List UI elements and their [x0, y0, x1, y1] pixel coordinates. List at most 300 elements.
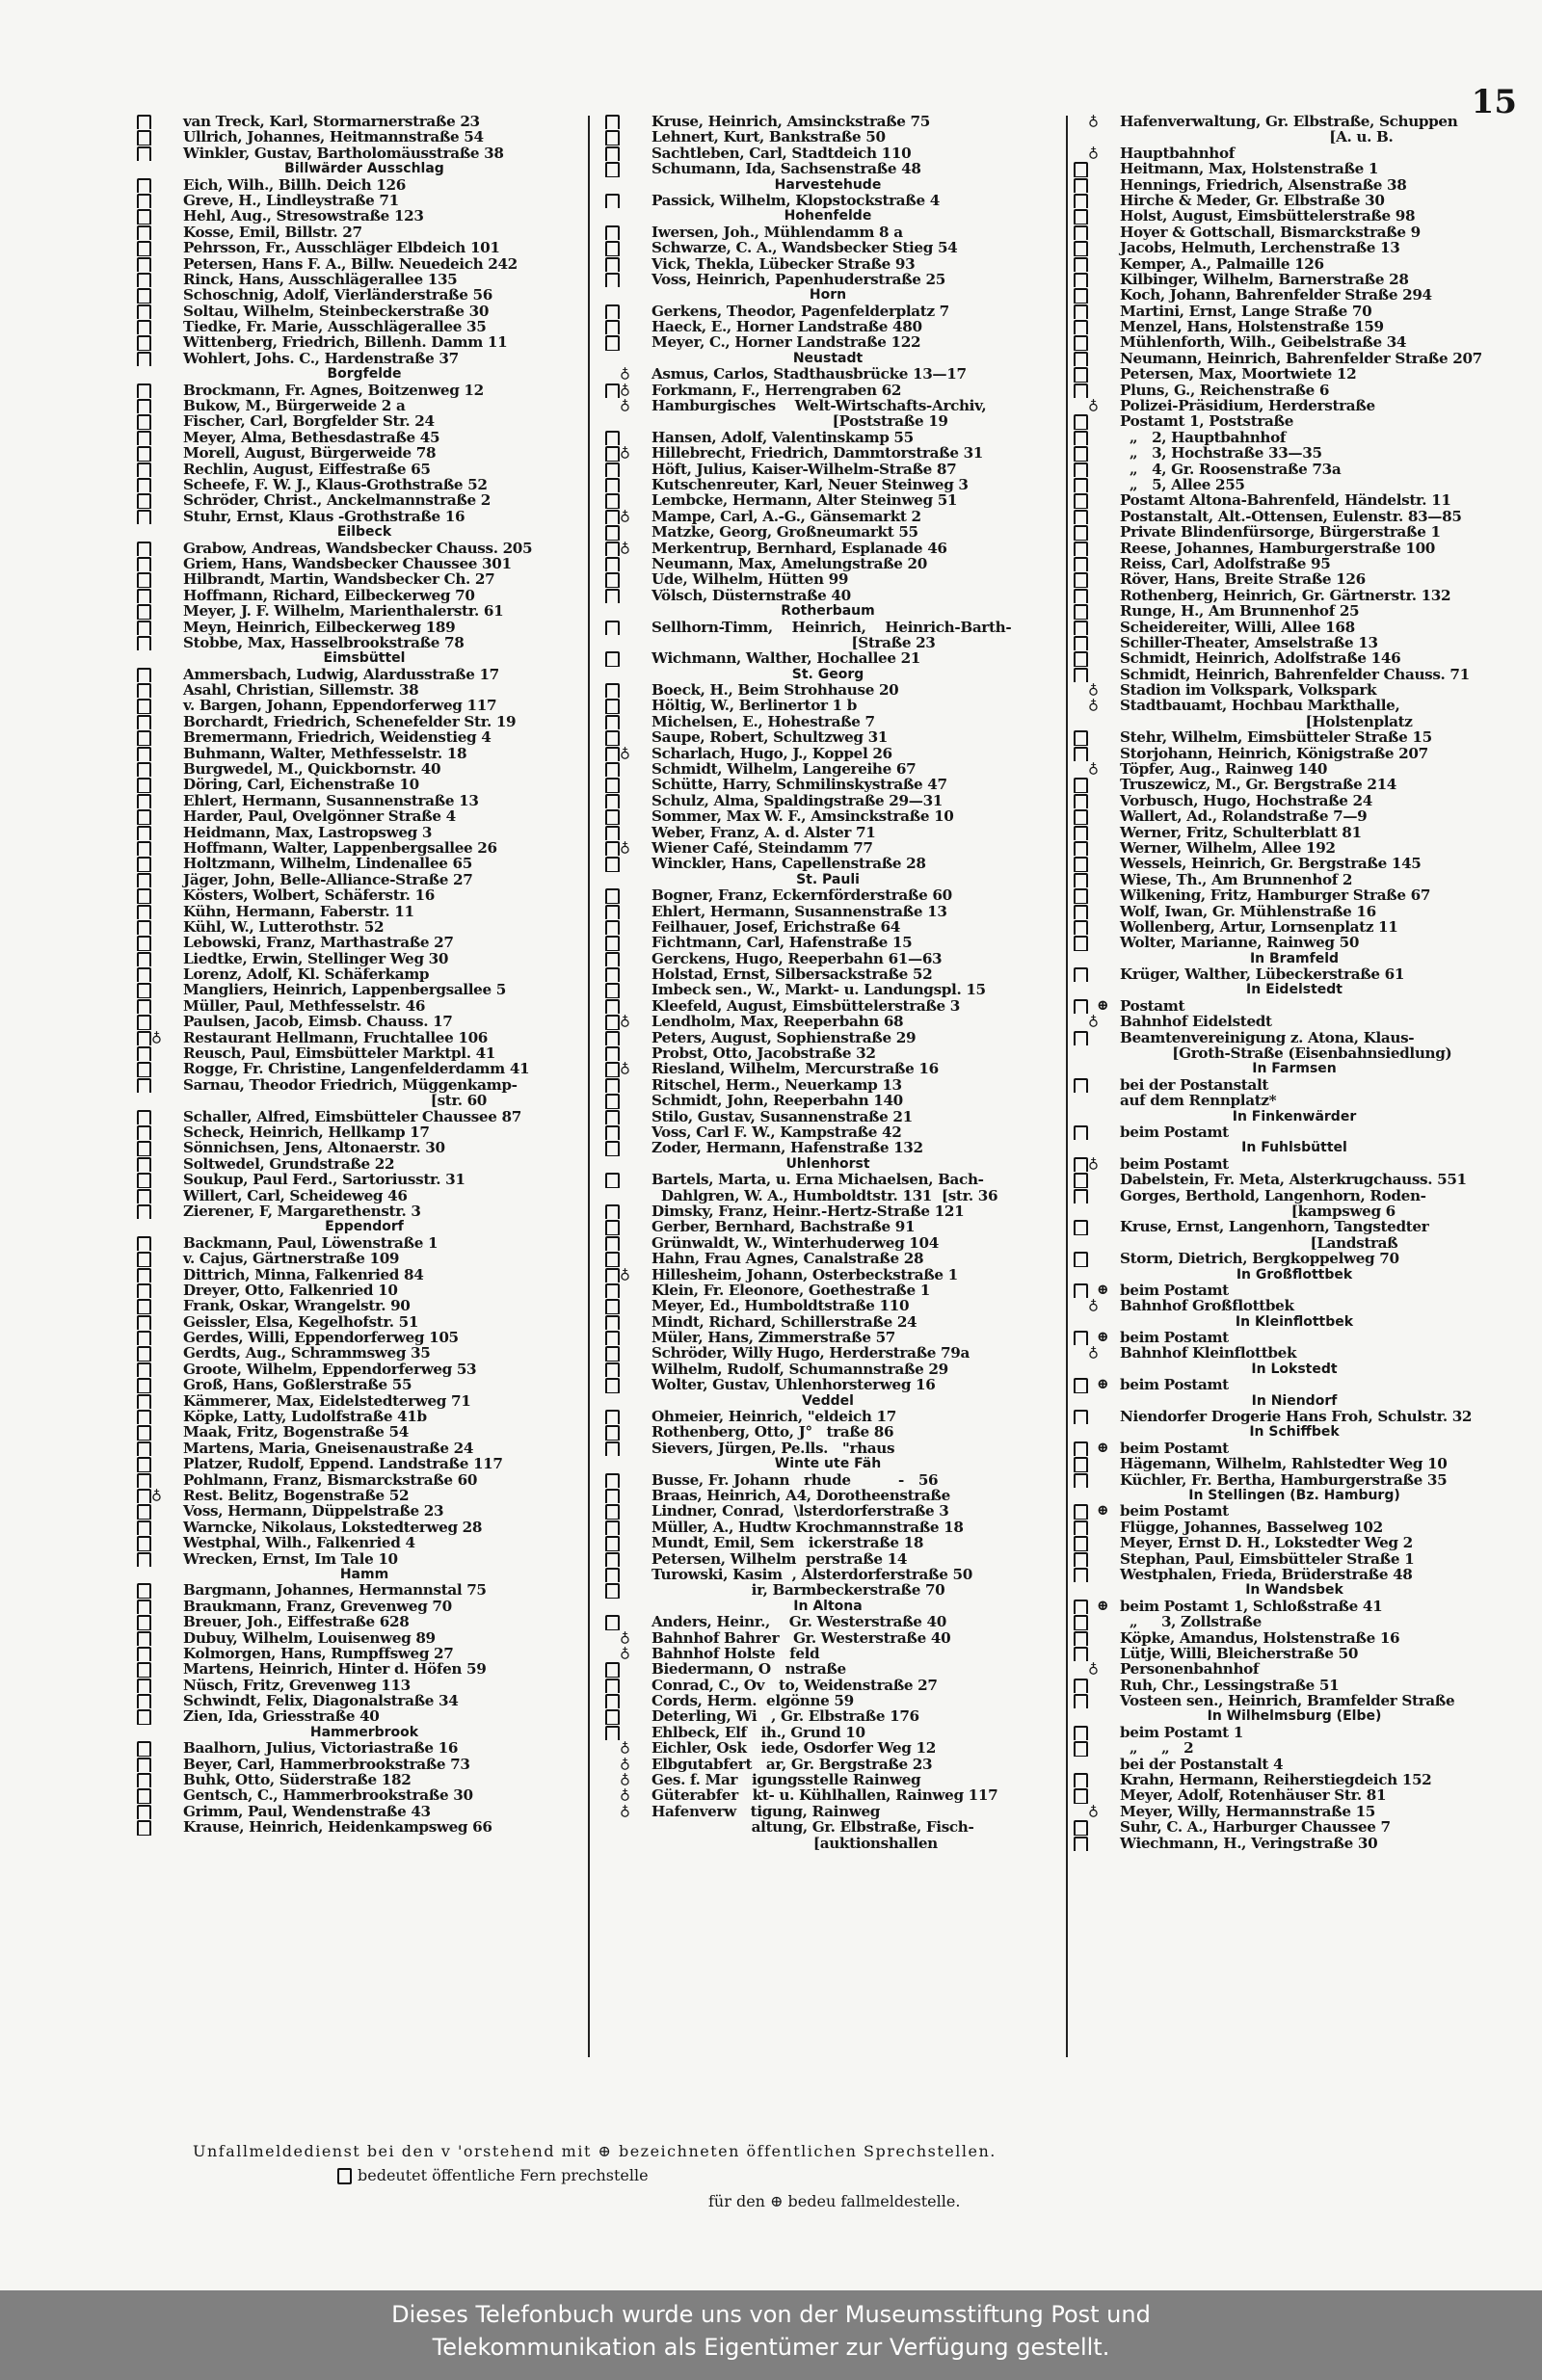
- bell-icon: ♁: [620, 1756, 630, 1772]
- entry-markers: [605, 399, 650, 413]
- entry-markers: [137, 178, 181, 193]
- public-phone-icon: [605, 162, 620, 176]
- bell-icon: ♁: [1088, 145, 1099, 161]
- directory-entry: [603, 1535, 1052, 1550]
- entry-markers: [1074, 399, 1118, 413]
- entry-text: Ohmeier, Heinrich, "eldeich 17: [651, 1409, 896, 1425]
- entry-text: Hillebrecht, Friedrich, Dammtorstraße 31: [651, 445, 984, 462]
- entry-text: Klein, Fr. Eleonore, Goethestraße 1: [651, 1282, 930, 1299]
- entry-markers: [605, 1473, 650, 1488]
- directory-entry: [1072, 919, 1517, 935]
- directory-entry: [1072, 904, 1517, 919]
- directory-entry: [135, 145, 594, 161]
- entry-markers: [137, 1441, 181, 1456]
- directory-entry: [1072, 287, 1517, 303]
- entry-markers: [605, 762, 650, 777]
- entry-markers: [1074, 1189, 1118, 1203]
- directory-entry: [135, 430, 594, 445]
- public-phone-icon: [137, 478, 151, 492]
- directory-entry: [603, 1772, 1052, 1787]
- directory-entry: [135, 1614, 594, 1629]
- entry-markers: [1074, 794, 1118, 808]
- directory-entry: [135, 1772, 594, 1787]
- district-heading: Horn: [809, 287, 847, 304]
- directory-entry: [603, 445, 1052, 461]
- directory-entry: [135, 477, 594, 492]
- directory-entry: [603, 413, 1052, 429]
- entry-markers: [1074, 478, 1118, 492]
- entry-markers: [137, 794, 181, 808]
- entry-markers: [1074, 1252, 1118, 1266]
- directory-entry: [135, 1061, 594, 1076]
- public-phone-icon: [137, 273, 151, 287]
- public-phone-icon: [137, 1173, 151, 1187]
- directory-entry: [1072, 351, 1517, 366]
- entry-markers: [1074, 241, 1118, 255]
- entry-text: Meyer, Ernst D. H., Lokstedter Weg 2: [1120, 1535, 1413, 1551]
- entry-text: v. Cajus, Gärtnerstraße 109: [183, 1251, 400, 1267]
- public-phone-icon: [605, 809, 620, 824]
- entry-markers: [1074, 1441, 1118, 1456]
- directory-entry: [603, 541, 1052, 556]
- directory-entry: [135, 682, 594, 698]
- entry-markers: [137, 1758, 181, 1772]
- district-heading: In Wandsbek: [1245, 1582, 1343, 1599]
- public-phone-icon: [605, 589, 620, 603]
- directory-entry: [1072, 1330, 1517, 1345]
- public-phone-icon: [605, 857, 620, 871]
- entry-text: beim Postamt: [1120, 1282, 1229, 1299]
- public-phone-icon: [1074, 209, 1088, 224]
- directory-entry: [603, 698, 1052, 713]
- entry-text: Kämmerer, Max, Eidelstedterweg 71: [183, 1392, 471, 1410]
- public-phone-icon: [1074, 367, 1088, 382]
- entry-markers: [1074, 1694, 1118, 1708]
- entry-markers: [605, 1758, 650, 1772]
- entry-text: Harder, Paul, Ovelgönner Straße 4: [183, 808, 456, 825]
- entry-text: Meyer, J. F. Wilhelm, Marienthalerstr. 61: [183, 603, 504, 620]
- public-phone-icon: [1074, 1220, 1088, 1234]
- public-phone-icon: [137, 1236, 151, 1251]
- directory-entry: [135, 1251, 594, 1266]
- entry-markers: [1074, 557, 1118, 571]
- public-phone-icon: [605, 888, 620, 903]
- district-heading: Uhlenhorst: [785, 1155, 870, 1172]
- entry-markers: [137, 888, 181, 903]
- public-phone-icon: [137, 1631, 151, 1646]
- directory-entry: [135, 319, 594, 334]
- public-phone-icon: [137, 130, 151, 145]
- public-phone-icon: [605, 905, 620, 919]
- directory-entry: [135, 1472, 594, 1488]
- public-phone-icon: [605, 952, 620, 966]
- directory-entry: [603, 1693, 1052, 1708]
- entry-markers: [137, 730, 181, 745]
- entry-markers: [137, 414, 181, 429]
- bell-icon: ♁: [620, 1266, 630, 1283]
- entry-markers: [1074, 920, 1118, 935]
- district-heading: Hohenfelde: [784, 208, 872, 225]
- entry-text: Krause, Heinrich, Heidenkampsweg 66: [183, 1819, 492, 1836]
- directory-entry: [603, 1551, 1052, 1567]
- public-phone-icon: [605, 241, 620, 255]
- entry-markers: [137, 1299, 181, 1313]
- entry-text: [kampsweg 6: [1120, 1203, 1396, 1220]
- public-phone-icon: [1074, 1726, 1088, 1740]
- directory-entry: [1072, 1077, 1517, 1093]
- entry-markers: [1074, 320, 1118, 334]
- directory-entry: [135, 1045, 594, 1061]
- public-phone-icon: [1074, 1568, 1088, 1582]
- entry-text: Rothenberg, Otto, J° traße 86: [651, 1424, 894, 1441]
- entry-text: Hafenverwaltung, Gr. Elbstraße, Schuppen: [1120, 114, 1458, 130]
- directory-entry: [603, 919, 1052, 935]
- public-phone-icon: [1074, 1331, 1088, 1345]
- entry-text: Stephan, Paul, Eimsbütteler Straße 1: [1120, 1550, 1415, 1567]
- directory-entry: [603, 840, 1052, 856]
- entry-text: Bahnhof Kleinflottbek: [1120, 1345, 1297, 1362]
- public-phone-icon: [137, 510, 151, 524]
- public-phone-icon: [137, 1252, 151, 1266]
- directory-entry: [1072, 729, 1517, 745]
- directory-entry: [135, 1030, 594, 1045]
- public-phone-icon: [137, 936, 151, 950]
- directory-entry: [135, 1377, 594, 1392]
- public-phone-icon: [137, 730, 151, 745]
- entry-text: Sellhorn-Timm, Heinrich, Heinrich-Barth-: [651, 619, 1012, 635]
- entry-markers: [605, 983, 650, 997]
- entry-text: Vorbusch, Hugo, Hochstraße 24: [1120, 792, 1372, 809]
- entry-text: Petersen, Hans F. A., Billw. Neuedeich 242: [183, 255, 518, 272]
- entry-markers: [137, 715, 181, 729]
- directory-entry: [135, 193, 594, 208]
- entry-text: Mampe, Carl, A.-G., Gänsemarkt 2: [651, 508, 921, 525]
- entry-markers: [1074, 905, 1118, 919]
- public-phone-icon: [1074, 542, 1088, 556]
- entry-markers: [1074, 1457, 1118, 1471]
- directory-entry: [1072, 887, 1517, 903]
- entry-text: Schmidt, Heinrich, Bahrenfelder Chauss. 71: [1120, 666, 1470, 683]
- entry-text: Hafenverw tigung, Rainweg: [651, 1803, 881, 1820]
- public-phone-icon: [1074, 463, 1088, 477]
- public-phone-icon: [137, 1378, 151, 1392]
- entry-markers: [137, 463, 181, 477]
- entry-markers: [605, 1378, 650, 1392]
- entry-markers: [1074, 1820, 1118, 1835]
- directory-entry: [603, 1488, 1052, 1503]
- public-phone-icon: [137, 1125, 151, 1140]
- public-phone-icon: [137, 683, 151, 698]
- directory-entry: [603, 887, 1052, 903]
- public-phone-icon: [137, 715, 151, 729]
- entry-text: Liedtke, Erwin, Stellinger Weg 30: [183, 950, 449, 967]
- directory-entry: [1072, 1345, 1517, 1361]
- directory-entry: [1072, 240, 1517, 255]
- directory-entry: [1072, 129, 1517, 145]
- public-phone-icon: [137, 414, 151, 429]
- directory-entry: [135, 177, 594, 193]
- directory-entry: [1072, 1740, 1517, 1756]
- public-phone-icon: [605, 257, 620, 272]
- public-phone-icon: [605, 1410, 620, 1424]
- entry-text: Bargmann, Johannes, Hermannstal 75: [183, 1582, 487, 1599]
- directory-entry: [603, 761, 1052, 777]
- directory-entry: [135, 1757, 594, 1772]
- entry-text: Kosse, Emil, Billstr. 27: [183, 224, 362, 241]
- entry-markers: [605, 542, 650, 556]
- entry-text: Gorges, Berthold, Langenhorn, Roden-: [1120, 1187, 1426, 1203]
- entry-markers: [605, 1709, 650, 1724]
- entry-text: Hauptbahnhof: [1120, 145, 1235, 162]
- district-heading: In Eidelstedt: [1246, 982, 1343, 998]
- directory-entry: [135, 1362, 594, 1377]
- entry-text: Müller, Paul, Methfesselstr. 46: [183, 997, 426, 1015]
- public-phone-icon: [1074, 225, 1088, 240]
- entry-markers: [137, 668, 181, 682]
- entry-markers: [605, 621, 650, 635]
- entry-text: Fichtmann, Carl, Hafenstraße 15: [651, 935, 913, 951]
- bell-icon: ♁: [620, 445, 630, 462]
- entry-text: Müler, Hans, Zimmerstraße 57: [651, 1330, 896, 1346]
- entry-markers: [1074, 1504, 1118, 1519]
- entry-markers: [605, 1173, 650, 1187]
- public-phone-icon: [1074, 1741, 1088, 1756]
- public-phone-icon: [137, 1679, 151, 1693]
- entry-markers: [137, 1521, 181, 1535]
- entry-markers: [605, 1631, 650, 1646]
- entry-markers: [137, 431, 181, 445]
- entry-text: Mundt, Emil, Sem ickerstraße 18: [651, 1535, 924, 1551]
- directory-entry: [603, 256, 1052, 272]
- directory-entry: [1072, 319, 1517, 334]
- entry-markers: [605, 1346, 650, 1361]
- public-phone-icon: [137, 747, 151, 761]
- entry-text: Hillesheim, Johann, Osterbeckstraße 1: [651, 1266, 958, 1283]
- entry-markers: [137, 983, 181, 997]
- entry-markers: [1074, 1015, 1118, 1029]
- entry-text: Hoffmann, Richard, Eilbeckerweg 70: [183, 587, 475, 604]
- public-phone-icon: [1074, 241, 1088, 255]
- public-phone-icon: [137, 1536, 151, 1550]
- public-phone-icon: [605, 1552, 620, 1567]
- entry-text: Wallert, Ad., Rolandstraße 7—9: [1120, 808, 1368, 825]
- directory-entry: [603, 1362, 1052, 1377]
- entry-markers: [137, 241, 181, 255]
- entry-markers: [1074, 967, 1118, 982]
- entry-text: Warncke, Nikolaus, Lokstedterweg 28: [183, 1519, 483, 1536]
- directory-entry: [1072, 620, 1517, 635]
- entry-markers: [605, 367, 650, 382]
- entry-markers: [137, 510, 181, 524]
- public-phone-icon: [1074, 194, 1088, 208]
- directory-entry: [135, 1520, 594, 1535]
- directory-entry: [1072, 793, 1517, 808]
- entry-markers: [137, 905, 181, 919]
- directory-entry: [135, 413, 594, 429]
- entry-markers: [605, 1094, 650, 1108]
- entry-markers: [1074, 1346, 1118, 1361]
- public-phone-icon: [1074, 920, 1088, 935]
- entry-text: Kösters, Wolbert, Schäferstr. 16: [183, 887, 435, 904]
- entry-text: Grimm, Paul, Wendenstraße 43: [183, 1803, 431, 1820]
- directory-entry: [135, 761, 594, 777]
- public-phone-icon: [337, 2168, 352, 2184]
- entry-text: Cords, Herm. elgönne 59: [651, 1693, 854, 1709]
- entry-text: „ „ 2: [1120, 1740, 1194, 1757]
- public-phone-icon: [1074, 1504, 1088, 1519]
- accident-report-icon: ⊕: [1097, 1377, 1109, 1393]
- directory-entry: [1072, 650, 1517, 666]
- public-phone-icon: [137, 888, 151, 903]
- entry-text: Holtzmann, Wilhelm, Lindenallee 65: [183, 856, 472, 872]
- entry-markers: [137, 557, 181, 571]
- entry-text: Postamt: [1120, 997, 1185, 1015]
- entry-text: Voss, Carl F. W., Kampstraße 42: [651, 1124, 902, 1141]
- public-phone-icon: [605, 1709, 620, 1724]
- entry-markers: [137, 604, 181, 619]
- directory-entry: [135, 1678, 594, 1693]
- public-phone-icon: [137, 1157, 151, 1172]
- entry-markers: [137, 762, 181, 777]
- entry-text: Suhr, C. A., Harburger Chaussee 7: [1120, 1819, 1391, 1836]
- entry-text: Kutschenreuter, Karl, Neuer Steinweg 3: [651, 476, 969, 493]
- entry-markers: [1074, 1473, 1118, 1488]
- public-phone-icon: [605, 967, 620, 982]
- directory-entry: [1072, 840, 1517, 856]
- entry-markers: [605, 857, 650, 871]
- entry-text: Wolter, Marianne, Rainweg 50: [1120, 935, 1360, 951]
- entry-text: Soltwedel, Grundstraße 22: [183, 1155, 395, 1173]
- district-heading: Eppendorf: [325, 1219, 404, 1235]
- entry-text: Lehnert, Kurt, Bankstraße 50: [651, 129, 886, 145]
- entry-text: Scheidereiter, Willi, Allee 168: [1120, 619, 1355, 635]
- entry-text: Wessels, Heinrich, Gr. Bergstraße 145: [1120, 856, 1422, 872]
- entry-text: Dahlgren, W. A., Humboldtstr. 131 [str. 36: [651, 1187, 998, 1203]
- directory-entry: [1072, 1567, 1517, 1582]
- public-phone-icon: [1074, 794, 1088, 808]
- entry-text: Flügge, Johannes, Basselweg 102: [1120, 1519, 1383, 1536]
- entry-text: Schwindt, Felix, Diagonalstraße 34: [183, 1693, 459, 1709]
- directory-entry: [135, 793, 594, 808]
- entry-text: Stuhr, Ernst, Klaus -Grothstraße 16: [183, 508, 465, 525]
- entry-markers: [605, 1315, 650, 1330]
- public-phone-icon: [1074, 1600, 1088, 1614]
- entry-text: [auktionshallen: [651, 1835, 938, 1851]
- public-phone-icon: [605, 826, 620, 840]
- directory-entry: [603, 1140, 1052, 1155]
- public-phone-icon: [137, 1583, 151, 1598]
- public-phone-icon: [605, 841, 620, 856]
- directory-entry: [135, 208, 594, 224]
- entry-markers: [137, 1536, 181, 1550]
- entry-text: Soukup, Paul Ferd., Sartoriusstr. 31: [183, 1172, 465, 1188]
- bell-icon: ♁: [620, 1645, 630, 1661]
- directory-entry: [603, 682, 1052, 698]
- public-phone-icon: [605, 1536, 620, 1550]
- entry-markers: [605, 809, 650, 824]
- entry-markers: [137, 1504, 181, 1519]
- entry-markers: [1074, 1679, 1118, 1693]
- directory-entry: [603, 272, 1052, 287]
- entry-markers: [1074, 1299, 1118, 1313]
- entry-text: Scheck, Heinrich, Hellkamp 17: [183, 1124, 430, 1141]
- entry-markers: [137, 383, 181, 398]
- entry-text: Sommer, Max W. F., Amsinckstraße 10: [651, 808, 954, 825]
- entry-text: Turowski, Kasim , Alsterdorferstraße 50: [651, 1566, 972, 1583]
- directory-entry: [603, 1030, 1052, 1045]
- public-phone-icon: [1074, 1441, 1088, 1456]
- public-phone-icon: [137, 699, 151, 713]
- bell-icon: ♁: [620, 1629, 630, 1646]
- directory-entry: [1072, 777, 1517, 792]
- public-phone-icon: [137, 572, 151, 587]
- public-phone-icon: [1074, 1078, 1088, 1093]
- directory-entry: [1072, 1535, 1517, 1550]
- public-phone-icon: [137, 589, 151, 603]
- entry-markers: [605, 115, 650, 129]
- entry-text: Heidmann, Max, Lastropsweg 3: [183, 824, 433, 840]
- entry-markers: [1074, 651, 1118, 666]
- directory-entry: [1072, 509, 1517, 524]
- entry-text: [Landstraß: [1120, 1234, 1398, 1252]
- directory-entry: [135, 556, 594, 571]
- public-phone-icon: [137, 1662, 151, 1677]
- entry-markers: [1074, 1615, 1118, 1629]
- entry-markers: [1074, 604, 1118, 619]
- directory-entry: [1072, 966, 1517, 982]
- entry-markers: [605, 1425, 650, 1440]
- bell-icon: ♁: [620, 1740, 630, 1757]
- entry-markers: [605, 1110, 650, 1124]
- entry-text: Müller, A., Hudtw Krochmannstraße 18: [651, 1519, 964, 1536]
- entry-markers: [137, 857, 181, 871]
- directory-entry: [603, 161, 1052, 176]
- entry-text: Jäger, John, Belle-Alliance-Straße 27: [183, 871, 473, 888]
- entry-markers: [605, 778, 650, 792]
- entry-markers: [605, 905, 650, 919]
- public-phone-icon: [137, 1709, 151, 1724]
- directory-entry: [135, 445, 594, 461]
- entry-text: Petersen, Wilhelm perstraße 14: [651, 1550, 908, 1567]
- bell-icon: ♁: [620, 1772, 630, 1788]
- entry-markers: [605, 1741, 650, 1756]
- directory-entry: [135, 1014, 594, 1029]
- public-phone-icon: [605, 1094, 620, 1108]
- public-phone-icon: [137, 557, 151, 571]
- entry-text: Meyer, Ed., Humboldtstraße 110: [651, 1298, 910, 1314]
- directory-entry: [1072, 1409, 1517, 1424]
- entry-markers: [137, 209, 181, 224]
- public-phone-icon: [1074, 1694, 1088, 1708]
- entry-markers: [137, 1125, 181, 1140]
- entry-text: Güterabfer kt- u. Kühlhallen, Rainweg 117: [651, 1787, 998, 1804]
- directory-entry: [603, 1614, 1052, 1629]
- entry-text: van Treck, Karl, Stormarnerstraße 23: [183, 114, 480, 130]
- directory-entry: [135, 887, 594, 903]
- entry-text: Holst, August, Eimsbüttelerstraße 98: [1120, 208, 1416, 225]
- district-heading: In Niendorf: [1251, 1392, 1338, 1409]
- entry-markers: [1074, 999, 1118, 1014]
- public-phone-icon: [605, 557, 620, 571]
- directory-entry: [1072, 145, 1517, 161]
- district-heading: St. Georg: [791, 666, 864, 682]
- entry-markers: [605, 999, 650, 1014]
- entry-markers: [605, 967, 650, 982]
- directory-entry: [1072, 1678, 1517, 1693]
- bell-icon: ♁: [620, 508, 630, 524]
- directory-entry: [135, 746, 594, 761]
- entry-markers: [1074, 493, 1118, 508]
